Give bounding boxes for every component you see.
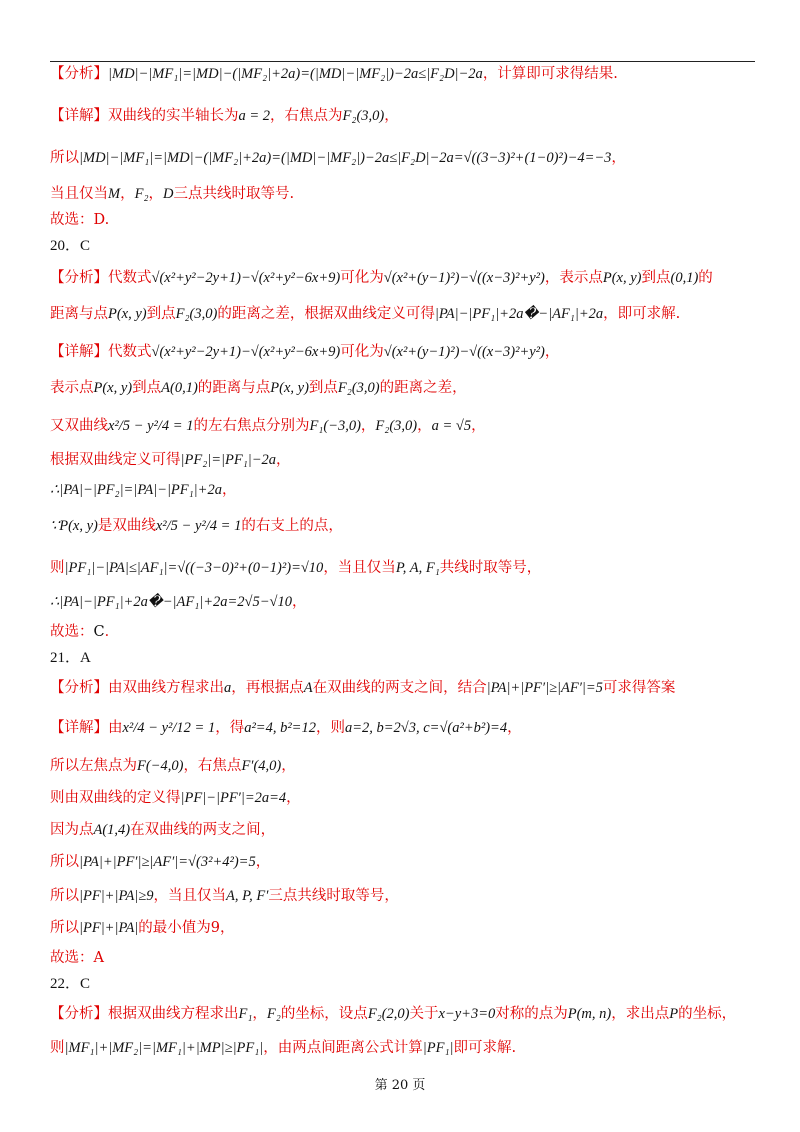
text-segment: ，	[507, 720, 522, 736]
math-expression: a=2, b=2√3, c=√(a²+b²)=4	[344, 720, 508, 736]
math-expression: a²=4, b²=12	[244, 720, 316, 736]
text-segment: ，	[471, 418, 486, 434]
math-expression: (0,1)	[670, 270, 699, 286]
text-segment: 双曲线的实半轴长为	[108, 108, 239, 124]
math-expression: F₂(3,0)	[342, 108, 385, 124]
math-expression: F′(4,0)	[241, 758, 282, 774]
text-line	[50, 378, 760, 398]
math-expression: |PF|−|PF′|=2a=4	[180, 790, 287, 806]
text-segment: ，	[384, 108, 399, 124]
math-expression: √(x²+y²−2y+1)−√(x²+y²−6x+9)	[151, 344, 341, 360]
text-segment: ，	[276, 452, 291, 468]
text-segment: 则	[50, 560, 65, 576]
text-segment: ，右焦点为	[270, 108, 343, 124]
text-segment: 到点	[308, 380, 338, 396]
math-expression: A	[303, 680, 313, 696]
text-segment: 由	[108, 720, 123, 736]
text-segment: ，	[281, 758, 296, 774]
text-segment: 在双曲线的两支之间，	[130, 822, 276, 838]
math-expression: a = √5	[431, 418, 472, 434]
text-segment: 到点	[132, 380, 162, 396]
text-line	[50, 210, 760, 230]
text-segment: 可求得答案	[602, 680, 676, 696]
text-segment: ，	[148, 186, 163, 202]
text-segment: 的距离之差，根据双曲线定义可得	[217, 306, 435, 322]
text-segment: ，右焦点	[183, 758, 242, 774]
math-expression: P(x, y)	[602, 270, 642, 286]
text-segment: 的距离之差，	[379, 380, 467, 396]
text-line	[50, 558, 760, 578]
text-segment: 22．C	[50, 976, 91, 992]
text-line	[50, 718, 760, 738]
math-expression: √(x²+(y−1)²)−√((x−3)²+y²)	[383, 270, 545, 286]
text-segment: 由双曲线方程求出	[108, 680, 224, 696]
text-segment: 可化为	[340, 270, 384, 286]
text-segment: ，当且仅当	[153, 888, 226, 904]
text-segment: 表示点	[50, 380, 94, 396]
math-expression: D	[163, 186, 174, 202]
text-segment: 20．C	[50, 238, 91, 254]
text-segment: 代数式	[108, 344, 152, 360]
math-expression: |PA|−|PF₁|+2a�−|AF₁|+2a	[434, 306, 604, 322]
text-segment: ，	[360, 418, 376, 434]
text-segment: 的左右焦点分别为	[193, 418, 310, 434]
text-segment: ，	[221, 482, 237, 498]
text-segment: 的距离与点	[197, 380, 271, 396]
text-segment: 的最小值为9，	[138, 920, 235, 936]
section-tag: 【分析】	[50, 1006, 108, 1022]
text-line	[50, 756, 760, 776]
text-line	[50, 886, 760, 906]
math-expression: ∵P(x, y)	[50, 518, 98, 534]
math-expression: x−y+3=0	[438, 1006, 496, 1022]
text-segment: ，	[417, 418, 432, 434]
section-tag: 【分析】	[50, 270, 108, 286]
math-expression: P(x, y)	[270, 380, 309, 396]
text-line	[50, 304, 760, 324]
text-line	[50, 852, 760, 872]
math-expression: |MD|−|MF₁|=|MD|−(|MF₂|+2a)=(|MD|−|MF₂|)−2a≤|F₂D|−2a=√((3−3)²+(1−0)²)−4=−3	[79, 150, 612, 166]
text-segment: 则	[50, 1040, 65, 1056]
math-expression: P(x, y)	[108, 306, 147, 322]
text-segment: 三点共线时取等号，	[268, 888, 399, 904]
math-expression: P	[669, 1006, 679, 1022]
text-line	[50, 648, 760, 668]
text-segment: 因为点	[50, 822, 94, 838]
text-segment: 到点	[641, 270, 671, 286]
text-segment: ，由两点间距离公式计算	[263, 1040, 423, 1056]
math-expression: |PA|+|PF′|≥|AF′|=5	[486, 680, 603, 696]
text-segment: 可化为	[340, 344, 384, 360]
text-line	[50, 948, 760, 968]
text-segment: 所以	[50, 888, 79, 904]
math-expression: √(x²+y²−2y+1)−√(x²+y²−6x+9)	[151, 270, 341, 286]
math-expression: |PF|+|PA|≥9	[79, 888, 154, 904]
text-segment: 所以左焦点为	[50, 758, 137, 774]
text-segment: 即可求解.	[453, 1040, 517, 1056]
math-expression: P(m, n)	[567, 1006, 612, 1022]
text-line	[50, 622, 760, 642]
text-line	[50, 236, 760, 256]
math-expression: A(0,1)	[161, 380, 198, 396]
math-expression: F₂(3,0)	[175, 306, 218, 322]
text-segment: 是双曲线	[97, 518, 156, 534]
math-expression: A, P, F′	[226, 888, 269, 904]
math-expression: √(x²+(y−1)²)−√((x−3)²+y²)	[383, 344, 545, 360]
math-expression: |PF₂|=|PF₁|−2a	[180, 452, 277, 468]
text-line	[50, 268, 760, 288]
text-line	[50, 450, 760, 470]
math-expression: M	[108, 186, 121, 202]
text-segment: 故选：D.	[50, 212, 110, 228]
text-segment: 关于	[409, 1006, 439, 1022]
text-segment: 21．A	[50, 650, 91, 666]
text-segment: ，当且仅当	[323, 560, 396, 576]
math-expression: a = 2	[238, 108, 271, 124]
text-segment: ，	[611, 150, 626, 166]
text-line	[50, 480, 760, 500]
section-tag: 【详解】	[50, 720, 108, 736]
text-segment: 所以	[50, 920, 79, 936]
header-rule	[50, 61, 755, 62]
text-segment: 到点	[146, 306, 176, 322]
text-segment: 又双曲线	[50, 418, 108, 434]
text-line	[50, 416, 760, 436]
text-segment: 根据双曲线方程求出	[108, 1006, 239, 1022]
section-tag: 【分析】	[50, 680, 108, 696]
text-segment: 共线时取等号，	[439, 560, 542, 576]
math-expression: |PA|+|PF′|≥|AF′|=√(3²+4²)=5	[79, 854, 256, 870]
math-expression: x²/5 − y²/4 = 1	[155, 518, 242, 534]
text-line	[50, 974, 760, 994]
text-segment: ，得	[215, 720, 245, 736]
text-line	[50, 64, 760, 84]
text-segment: 的坐标，设点	[280, 1006, 368, 1022]
text-segment: 在双曲线的两支之间，结合	[312, 680, 487, 696]
section-tag: 【分析】	[50, 66, 108, 82]
text-segment: C	[93, 624, 105, 640]
text-segment: 对称的点为	[495, 1006, 568, 1022]
text-line	[50, 148, 760, 168]
math-expression: F₂(3,0)	[375, 418, 418, 434]
text-line	[50, 678, 760, 698]
text-segment: ，	[286, 790, 301, 806]
text-line	[50, 592, 760, 612]
math-expression: F₂(3,0)	[337, 380, 380, 396]
math-expression: x²/4 − y²/12 = 1	[122, 720, 216, 736]
text-segment: ，	[292, 594, 307, 610]
math-expression: a	[224, 680, 232, 696]
text-segment: ，计算即可求得结果.	[482, 66, 618, 82]
math-expression: F₁	[238, 1006, 253, 1022]
math-expression: ∴|PA|−|PF₁|+2a�−|AF₁|+2a=2√5−√10	[50, 594, 292, 610]
math-expression: |PF₁|−|PA|≤|AF₁|=√((−3−0)²+(0−1)²)=√10	[64, 560, 324, 576]
text-segment: 当且仅当	[50, 186, 108, 202]
text-segment: ，再根据点	[231, 680, 304, 696]
math-expression: F₂	[266, 1006, 281, 1022]
text-segment: ．	[104, 624, 120, 640]
text-line	[50, 1038, 760, 1058]
section-tag: 【详解】	[50, 108, 108, 124]
math-expression: P(x, y)	[93, 380, 133, 396]
text-segment: ，求出点	[611, 1006, 670, 1022]
math-expression: ∴|PA|−|PF₂|=|PA|−|PF₁|+2a	[50, 482, 222, 498]
math-expression: F₁(−3,0)	[309, 418, 361, 434]
text-segment: 的	[698, 270, 713, 286]
text-line	[50, 342, 760, 362]
text-line	[50, 106, 760, 126]
text-line	[50, 516, 760, 536]
text-line	[50, 918, 760, 938]
math-expression: x²/5 − y²/4 = 1	[108, 418, 194, 434]
text-segment: ，	[544, 344, 560, 360]
math-expression: |MF₁|+|MF₂|=|MF₁|+|MP|≥|PF₁|	[64, 1040, 264, 1056]
text-segment: 所以	[50, 150, 79, 166]
text-segment: ，即可求解.	[603, 306, 681, 322]
text-segment: 根据双曲线定义可得	[50, 452, 181, 468]
math-expression: F₂	[134, 186, 149, 202]
text-segment: 故选：A	[50, 950, 104, 966]
text-segment: ，表示点	[544, 270, 603, 286]
text-segment: ，	[252, 1006, 267, 1022]
math-expression: |PF₁|	[422, 1040, 454, 1056]
text-segment: 的右支上的点，	[241, 518, 343, 534]
math-expression: |PF|+|PA|	[79, 920, 139, 936]
text-segment: ，	[255, 854, 271, 870]
text-segment: 代数式	[108, 270, 152, 286]
math-expression: F(−4,0)	[137, 758, 184, 774]
text-segment: 三点共线时取等号.	[173, 186, 295, 202]
text-line	[50, 1004, 760, 1024]
text-segment: 距离与点	[50, 306, 108, 322]
math-expression: F₂(2,0)	[367, 1006, 410, 1022]
math-expression: A(1,4)	[93, 822, 131, 838]
text-segment: ，	[120, 186, 135, 202]
text-segment: 所以	[50, 854, 79, 870]
text-line	[50, 788, 760, 808]
text-segment: 则由双曲线的定义得	[50, 790, 181, 806]
page-number: 第 20 页	[374, 1078, 426, 1093]
math-expression: P, A, F₁	[395, 560, 440, 576]
text-line	[50, 820, 760, 840]
text-segment: 的坐标，	[678, 1006, 737, 1022]
text-segment: ，则	[315, 720, 345, 736]
section-tag: 【详解】	[50, 344, 108, 360]
text-segment: 故选：	[50, 624, 94, 640]
math-expression: |MD|−|MF₁|=|MD|−(|MF₂|+2a)=(|MD|−|MF₂|)−2a≤|F₂D|−2a	[108, 66, 483, 82]
text-line	[50, 184, 760, 204]
